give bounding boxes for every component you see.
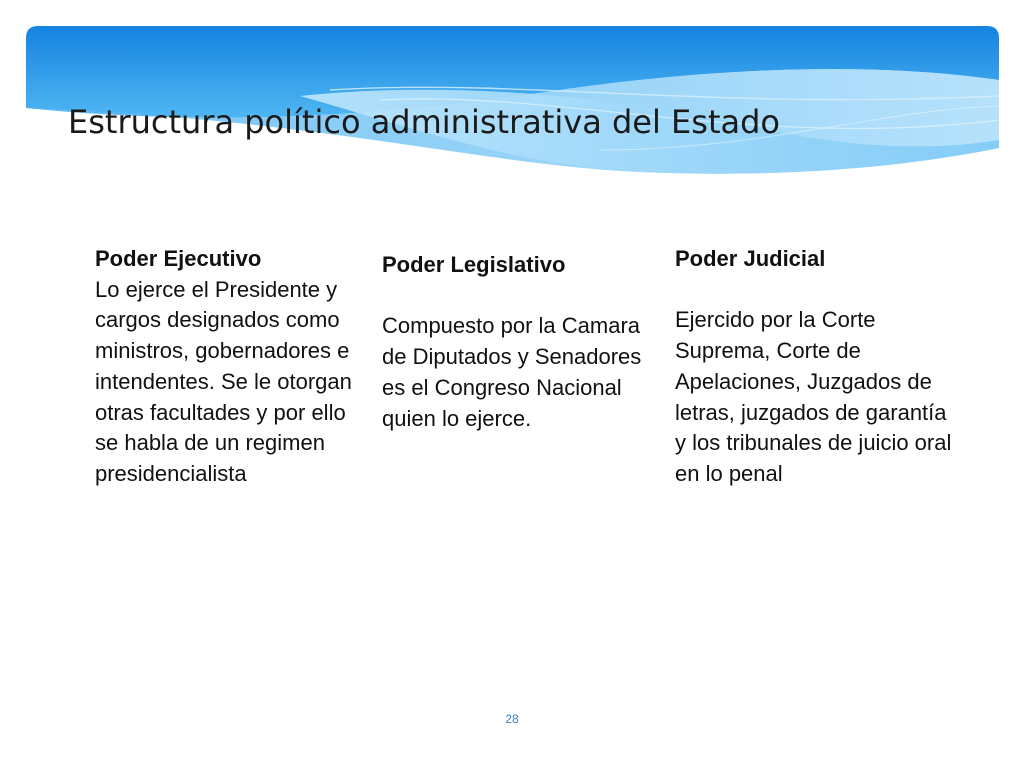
column-poder-judicial [675,244,955,490]
column-heading: Poder Legislativo [382,252,566,277]
column-poder-legislativo [382,250,650,434]
column-heading: Poder Ejecutivo [95,246,262,271]
slide-title: Estructura político administrativa del Estado [68,103,780,141]
column-body: Ejercido por la Corte Suprema, Corte de Apelaciones, Juzgados de letras, juzgados de garantía y los tribunales de juicio oral en lo penal [675,307,952,486]
column-heading: Poder Judicial [675,246,826,271]
column-body: Lo ejerce el Presidente y cargos designados como ministros, gobernadores e intendentes. Se le otorgan otras facultades y por ello se habla de un regimen presidencialista [95,276,352,486]
column-body: Compuesto por la Camara de Diputados y Senadores es el Congreso Nacional quien lo ejerce. [382,313,642,431]
page-number: 28 [505,712,519,726]
column-poder-ejecutivo [95,244,370,490]
